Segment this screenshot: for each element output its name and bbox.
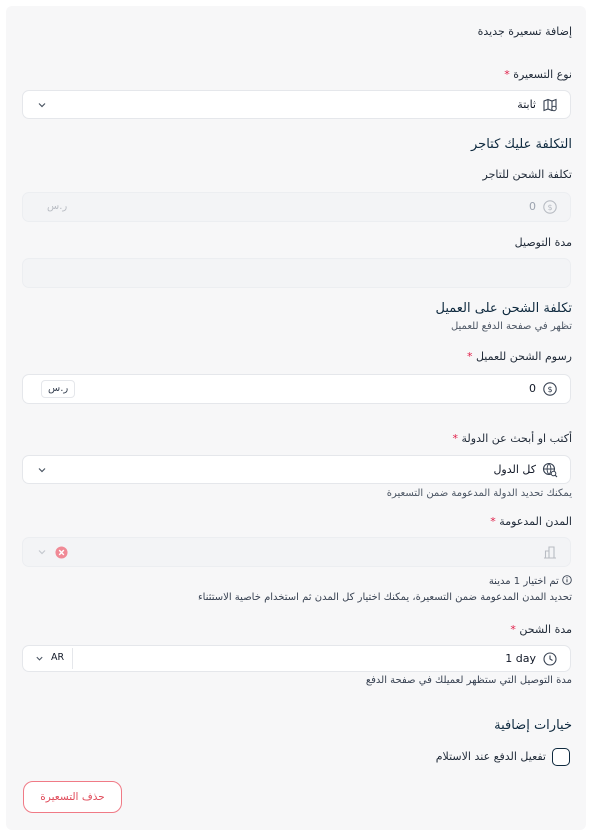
extra-options-title: خيارات إضافية: [494, 718, 572, 733]
merchant-currency: ر.س: [47, 201, 68, 212]
merchant-shipping-input: [22, 192, 571, 222]
currency-icon: [542, 199, 558, 215]
cod-checkbox[interactable]: [552, 748, 570, 766]
clock-icon: [542, 651, 558, 667]
svg-text:$: $: [547, 385, 553, 394]
language-value: AR: [51, 652, 65, 663]
merchant-cost-title: التكلفة عليك كتاجر: [470, 137, 572, 152]
city-icon: [542, 544, 558, 560]
shipping-duration-value: 1 day: [505, 652, 536, 665]
pricing-type-select[interactable]: [22, 90, 571, 119]
cities-hint: تحديد المدن المدعومة ضمن التسعيرة، يمكنك اختيار كل المدن ثم استخدام خاصية الاستثناء: [197, 592, 572, 603]
shipping-duration-input[interactable]: [22, 645, 571, 672]
clear-icon: [55, 546, 68, 559]
delivery-duration-input: [22, 258, 571, 288]
currency-chip: ر.س: [41, 380, 75, 398]
currency-icon: [542, 381, 558, 397]
customer-fee-value: 0: [529, 382, 536, 395]
delivery-duration-label: مدة التوصيل: [514, 236, 572, 249]
chevron-down-icon: [37, 465, 47, 475]
info-icon: [562, 575, 572, 585]
pricing-type-value: ثابتة: [517, 98, 536, 111]
customer-fee-input[interactable]: [22, 374, 571, 404]
chevron-down-icon: [37, 547, 47, 557]
cities-label: المدن المدعومة *: [490, 515, 572, 528]
language-select[interactable]: [27, 648, 73, 669]
map-icon: [542, 97, 558, 113]
shipping-duration-hint: مدة التوصيل التي ستظهر لعميلك في صفحة الدفع: [365, 675, 572, 686]
customer-cost-subtitle: تظهر في صفحة الدفع للعميل: [450, 321, 572, 332]
page-title: إضافة تسعيرة جديدة: [477, 25, 572, 38]
cities-select: [22, 537, 571, 567]
cities-selected-info: تم اختيار 1 مدينة: [489, 575, 572, 587]
cod-label: تفعيل الدفع عند الاستلام: [435, 750, 546, 763]
pricing-type-label: نوع التسعيرة *: [504, 68, 572, 81]
svg-text:$: $: [547, 203, 553, 212]
delete-pricing-button[interactable]: حذف التسعيرة: [23, 781, 122, 813]
globe-search-icon: [542, 462, 558, 478]
chevron-down-icon: [37, 100, 47, 110]
country-value: كل الدول: [493, 463, 536, 476]
country-hint: يمكنك تحديد الدولة المدعومة ضمن التسعيرة: [386, 488, 572, 499]
merchant-shipping-value: 0: [529, 200, 536, 213]
country-select[interactable]: [22, 455, 571, 484]
customer-fee-label: رسوم الشحن للعميل *: [466, 350, 572, 363]
merchant-shipping-label: تكلفة الشحن للتاجر: [482, 168, 572, 181]
shipping-duration-label: مدة الشحن *: [510, 623, 572, 636]
chevron-down-icon: [35, 654, 44, 663]
pricing-form-panel: [6, 6, 586, 830]
country-label: أكتب او أبحث عن الدولة *: [452, 432, 572, 445]
customer-cost-title: تكلفة الشحن على العميل: [435, 301, 572, 316]
